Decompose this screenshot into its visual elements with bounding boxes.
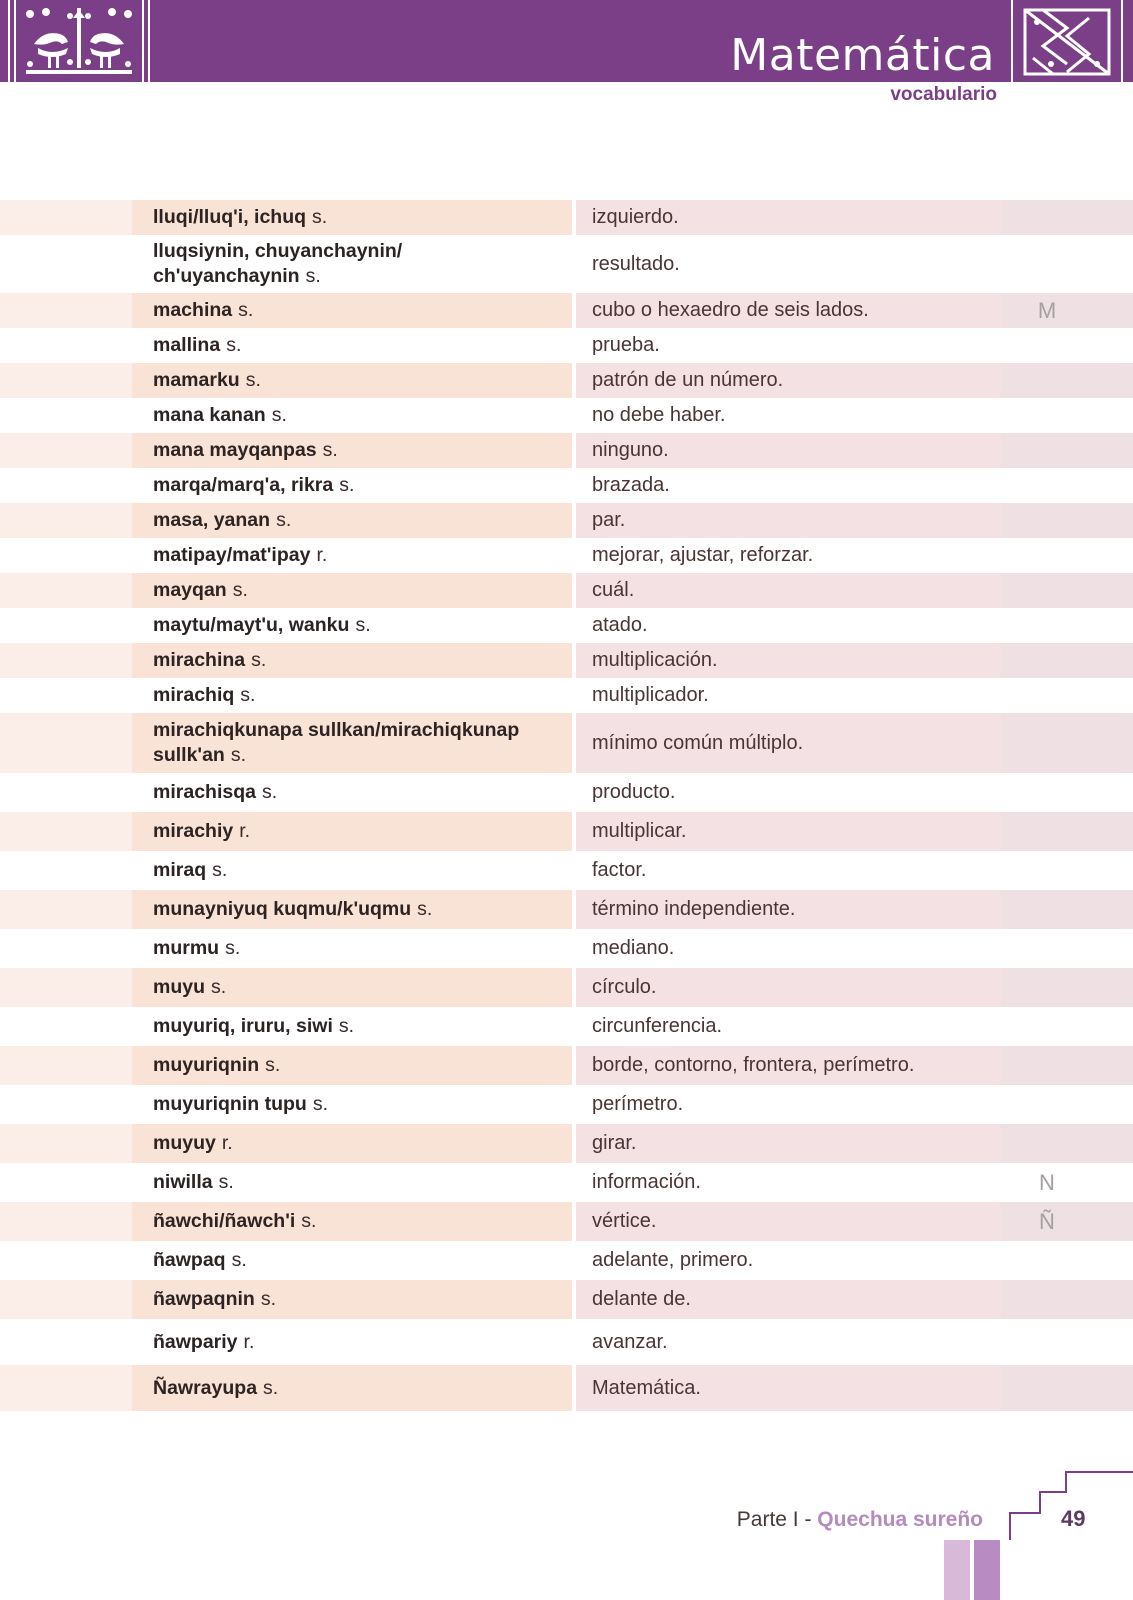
vocab-row bbox=[0, 363, 1133, 398]
term-text bbox=[153, 683, 255, 708]
row-margin bbox=[0, 1085, 132, 1124]
section-letter bbox=[1001, 890, 1133, 929]
vocab-row bbox=[0, 1280, 1133, 1319]
definition-cell: adelante, primero. bbox=[592, 1249, 754, 1271]
term-cell bbox=[132, 773, 572, 812]
vocab-row bbox=[0, 200, 1133, 235]
footer-part: Parte I - bbox=[736, 1508, 818, 1531]
grammar-tag: s. bbox=[211, 976, 227, 998]
term-cell bbox=[132, 398, 572, 433]
definition-cell: mínimo común múltiplo. bbox=[576, 713, 1001, 773]
section-letter bbox=[1001, 1046, 1133, 1085]
vocab-row bbox=[0, 433, 1133, 468]
term-cell bbox=[132, 713, 572, 773]
term-word: ñawchi/ñawch'i bbox=[153, 1210, 296, 1232]
grammar-tag: s. bbox=[225, 937, 241, 959]
grammar-tag: r. bbox=[221, 1132, 233, 1154]
term-text bbox=[153, 1092, 328, 1117]
vocab-row bbox=[0, 235, 1133, 293]
row-margin bbox=[0, 608, 132, 643]
row-margin bbox=[0, 1241, 132, 1280]
term-word: muyuriq, iruru, siwi bbox=[153, 1015, 333, 1037]
vocab-row bbox=[0, 643, 1133, 678]
term-text bbox=[153, 1287, 276, 1312]
section-letter bbox=[1001, 1280, 1133, 1319]
definition-cell: brazada. bbox=[592, 474, 670, 496]
term-cell bbox=[132, 293, 572, 328]
term-cell bbox=[132, 929, 572, 968]
term-word: mirachiqkunapa sullkan/mirachiqkunap sullk'an bbox=[153, 719, 520, 766]
vocab-row bbox=[0, 1124, 1133, 1163]
term-text bbox=[153, 1014, 354, 1039]
vocab-row bbox=[0, 851, 1133, 890]
grammar-tag: s. bbox=[212, 859, 228, 881]
term-word: matipay/mat'ipay bbox=[153, 544, 311, 566]
grammar-tag: s. bbox=[417, 898, 433, 920]
term-text bbox=[153, 1330, 254, 1355]
term-word: mamarku bbox=[153, 369, 240, 391]
definition-cell: cubo o hexaedro de seis lados. bbox=[576, 293, 1001, 328]
grammar-tag: s. bbox=[226, 334, 242, 356]
term-word: mirachina bbox=[153, 649, 246, 671]
term-cell bbox=[132, 1241, 572, 1280]
term-text bbox=[153, 648, 266, 673]
section-letter bbox=[1001, 1085, 1133, 1124]
row-margin bbox=[0, 1365, 132, 1411]
footer-language: Quechua sureño bbox=[817, 1508, 983, 1531]
term-text bbox=[153, 403, 287, 428]
grammar-tag: r. bbox=[239, 820, 251, 842]
term-text bbox=[153, 819, 250, 844]
footer-part-label bbox=[737, 1508, 983, 1532]
row-margin bbox=[0, 1007, 132, 1046]
grammar-tag: s. bbox=[339, 474, 355, 496]
definition-cell: vértice. bbox=[576, 1202, 1001, 1241]
vocab-row bbox=[0, 968, 1133, 1007]
section-letter bbox=[1001, 200, 1133, 235]
definition-cell: par. bbox=[576, 503, 1001, 538]
section-letter bbox=[1001, 812, 1133, 851]
page-title: Matemática bbox=[730, 30, 995, 81]
term-text bbox=[153, 1209, 316, 1234]
definition-cell: multiplicación. bbox=[576, 643, 1001, 678]
section-letter bbox=[1001, 678, 1133, 713]
term-word: mirachisqa bbox=[153, 781, 256, 803]
term-cell bbox=[132, 851, 572, 890]
term-cell bbox=[132, 1046, 572, 1085]
row-margin bbox=[0, 1280, 132, 1319]
grammar-tag: s. bbox=[261, 781, 278, 803]
term-text bbox=[153, 780, 277, 805]
vocab-row bbox=[0, 773, 1133, 812]
grammar-tag: s. bbox=[231, 1249, 247, 1271]
vocabulary-table bbox=[0, 200, 1133, 1411]
vocab-row bbox=[0, 1202, 1133, 1241]
term-cell bbox=[132, 200, 572, 235]
row-margin bbox=[0, 773, 132, 812]
vocab-row bbox=[0, 1319, 1133, 1365]
row-margin bbox=[0, 573, 132, 608]
row-margin bbox=[0, 713, 132, 773]
vocab-row bbox=[0, 328, 1133, 363]
grammar-tag: s. bbox=[240, 684, 256, 706]
vocab-row bbox=[0, 713, 1133, 773]
term-text bbox=[153, 368, 261, 393]
grammar-tag: s. bbox=[263, 1376, 279, 1399]
term-word: miraq bbox=[153, 859, 207, 881]
definition-cell: delante de. bbox=[576, 1280, 1001, 1319]
row-margin bbox=[0, 363, 132, 398]
vocab-row bbox=[0, 1163, 1133, 1202]
term-word: munayniyuq kuqmu/k'uqmu bbox=[153, 898, 412, 920]
term-text bbox=[153, 239, 562, 289]
term-cell bbox=[132, 1202, 572, 1241]
definition-cell: Matemática. bbox=[576, 1365, 1001, 1411]
definition-cell: cuál. bbox=[576, 573, 1001, 608]
term-cell bbox=[132, 678, 572, 713]
definition-cell: circunferencia. bbox=[592, 1015, 723, 1037]
row-margin bbox=[0, 538, 132, 573]
term-text bbox=[153, 1248, 247, 1273]
definition-cell: mejorar, ajustar, reforzar. bbox=[592, 544, 814, 566]
header-logo-left bbox=[0, 0, 160, 82]
definition-cell: producto. bbox=[592, 781, 676, 803]
row-margin bbox=[0, 1202, 132, 1241]
grammar-tag: s. bbox=[251, 649, 267, 671]
term-text bbox=[153, 298, 253, 323]
definition-cell: círculo. bbox=[576, 968, 1001, 1007]
definition-cell: ninguno. bbox=[576, 433, 1001, 468]
section-letter bbox=[1001, 1365, 1133, 1411]
vocab-row bbox=[0, 1085, 1133, 1124]
definition-cell: resultado. bbox=[592, 252, 680, 275]
section-letter bbox=[1001, 433, 1133, 468]
term-cell bbox=[132, 235, 572, 293]
term-word: ñawpariy bbox=[153, 1330, 238, 1353]
term-cell bbox=[132, 1365, 572, 1411]
section-letter: N bbox=[1039, 1169, 1055, 1195]
row-margin bbox=[0, 235, 132, 293]
term-word: muyuriqnin bbox=[153, 1054, 260, 1076]
header-logo-right bbox=[1011, 0, 1133, 82]
definition-cell: avanzar. bbox=[592, 1330, 668, 1353]
term-cell bbox=[132, 573, 572, 608]
vocab-row bbox=[0, 398, 1133, 433]
term-word: mallina bbox=[153, 334, 221, 356]
vocab-row bbox=[0, 293, 1133, 328]
row-margin bbox=[0, 1163, 132, 1202]
row-margin bbox=[0, 812, 132, 851]
term-word: muyuy bbox=[153, 1132, 216, 1154]
section-letter bbox=[1001, 363, 1133, 398]
term-text bbox=[153, 438, 338, 463]
term-cell bbox=[132, 328, 572, 363]
vocab-row bbox=[0, 1365, 1133, 1411]
term-text bbox=[153, 578, 248, 603]
grammar-tag: s. bbox=[312, 206, 328, 228]
row-margin bbox=[0, 503, 132, 538]
term-cell bbox=[132, 1319, 572, 1365]
definition-cell: borde, contorno, frontera, perímetro. bbox=[576, 1046, 1001, 1085]
vocab-row bbox=[0, 1241, 1133, 1280]
term-word: murmu bbox=[153, 937, 220, 959]
section-letter bbox=[1001, 468, 1133, 503]
grammar-tag: s. bbox=[260, 1288, 277, 1310]
grammar-tag: s. bbox=[301, 1210, 317, 1232]
vocab-row bbox=[0, 929, 1133, 968]
section-letter bbox=[1001, 713, 1133, 773]
grammar-tag: s. bbox=[355, 614, 371, 636]
row-margin bbox=[0, 1124, 132, 1163]
row-margin bbox=[0, 1046, 132, 1085]
term-word: marqa/marq'a, rikra bbox=[153, 474, 334, 496]
definition-cell: perímetro. bbox=[592, 1093, 684, 1115]
section-letter bbox=[1001, 235, 1133, 293]
grammar-tag: s. bbox=[312, 1093, 328, 1115]
definition-cell: multiplicador. bbox=[592, 684, 709, 706]
term-text bbox=[153, 508, 291, 533]
vocab-row bbox=[0, 503, 1133, 538]
term-word: lluqi/lluq'i, ichuq bbox=[153, 206, 307, 228]
section-letter bbox=[1001, 503, 1133, 538]
vocab-row bbox=[0, 468, 1133, 503]
term-cell bbox=[132, 968, 572, 1007]
term-text bbox=[153, 1376, 278, 1401]
term-text bbox=[153, 1053, 280, 1078]
footer-bar-dark bbox=[974, 1540, 1000, 1600]
definition-cell: girar. bbox=[576, 1124, 1001, 1163]
row-margin bbox=[0, 968, 132, 1007]
row-margin bbox=[0, 328, 132, 363]
section-letter bbox=[1001, 929, 1133, 968]
textile-birds-icon bbox=[20, 4, 138, 78]
vocab-row bbox=[0, 1046, 1133, 1085]
term-text bbox=[153, 473, 354, 498]
term-cell bbox=[132, 1085, 572, 1124]
term-cell bbox=[132, 538, 572, 573]
term-word: muyuriqnin tupu bbox=[153, 1093, 307, 1115]
definition-cell: mediano. bbox=[592, 937, 675, 959]
section-letter bbox=[1001, 643, 1133, 678]
vocab-row bbox=[0, 1007, 1133, 1046]
grammar-tag: r. bbox=[316, 544, 328, 566]
term-text bbox=[153, 205, 327, 230]
section-letter bbox=[1001, 538, 1133, 573]
grammar-tag: s. bbox=[338, 1015, 355, 1037]
term-cell bbox=[132, 890, 572, 929]
definition-cell: término independiente. bbox=[576, 890, 1001, 929]
section-letter: Ñ bbox=[1001, 1202, 1133, 1241]
grammar-tag: s. bbox=[271, 404, 287, 426]
row-margin bbox=[0, 851, 132, 890]
section-letter bbox=[1001, 1319, 1133, 1365]
grammar-tag: s. bbox=[245, 369, 261, 391]
section-letter bbox=[1001, 968, 1133, 1007]
vocab-row bbox=[0, 608, 1133, 643]
term-word: mayqan bbox=[153, 579, 227, 601]
section-letter bbox=[1001, 773, 1133, 812]
row-margin bbox=[0, 643, 132, 678]
page-subtitle: vocabulario bbox=[890, 84, 997, 105]
term-word: ñawpaq bbox=[153, 1249, 226, 1271]
vocab-row bbox=[0, 538, 1133, 573]
term-word: mirachiy bbox=[153, 820, 234, 842]
term-word: ñawpaqnin bbox=[153, 1288, 255, 1310]
term-cell bbox=[132, 503, 572, 538]
term-text bbox=[153, 975, 226, 1000]
section-letter bbox=[1001, 1007, 1133, 1046]
definition-cell: factor. bbox=[592, 859, 647, 881]
section-letter bbox=[1001, 328, 1133, 363]
definition-cell: atado. bbox=[592, 614, 648, 636]
section-letter bbox=[1001, 1241, 1133, 1280]
row-margin bbox=[0, 1319, 132, 1365]
definition-cell: multiplicar. bbox=[576, 812, 1001, 851]
vocab-row bbox=[0, 812, 1133, 851]
grammar-tag: s. bbox=[265, 1054, 281, 1076]
term-cell bbox=[132, 812, 572, 851]
definition-cell: prueba. bbox=[592, 334, 660, 356]
row-margin bbox=[0, 929, 132, 968]
term-word: lluqsiynin, chuyanchaynin/ ch'uyanchaynin bbox=[153, 240, 403, 287]
term-text bbox=[153, 613, 371, 638]
section-letter bbox=[1001, 573, 1133, 608]
term-cell bbox=[132, 433, 572, 468]
term-cell bbox=[132, 1007, 572, 1046]
grammar-tag: s. bbox=[218, 1171, 234, 1193]
term-cell bbox=[132, 608, 572, 643]
row-margin bbox=[0, 398, 132, 433]
grammar-tag: s. bbox=[305, 265, 321, 287]
textile-pattern-icon bbox=[1023, 8, 1111, 76]
term-text bbox=[153, 1170, 234, 1195]
term-word: muyu bbox=[153, 976, 206, 998]
term-word: masa, yanan bbox=[153, 509, 271, 531]
term-word: mana kanan bbox=[153, 404, 266, 426]
term-text bbox=[153, 1131, 233, 1156]
term-cell bbox=[132, 468, 572, 503]
term-text bbox=[153, 897, 432, 922]
row-margin bbox=[0, 200, 132, 235]
grammar-tag: s. bbox=[232, 579, 248, 601]
term-word: maytu/mayt'u, wanku bbox=[153, 614, 350, 636]
section-letter bbox=[1001, 398, 1133, 433]
row-margin bbox=[0, 433, 132, 468]
term-text bbox=[153, 936, 240, 961]
section-letter bbox=[1001, 608, 1133, 643]
vocab-row bbox=[0, 678, 1133, 713]
term-text bbox=[153, 858, 227, 883]
footer-bar-light bbox=[944, 1540, 970, 1600]
term-cell bbox=[132, 643, 572, 678]
vocab-row bbox=[0, 573, 1133, 608]
row-margin bbox=[0, 890, 132, 929]
definition-cell: patrón de un número. bbox=[576, 363, 1001, 398]
definition-cell: no debe haber. bbox=[592, 404, 726, 426]
row-margin bbox=[0, 293, 132, 328]
term-word: mana mayqanpas bbox=[153, 439, 317, 461]
term-word: Ñawrayupa bbox=[153, 1376, 258, 1399]
section-letter: M bbox=[1001, 293, 1133, 328]
term-cell bbox=[132, 363, 572, 398]
term-cell bbox=[132, 1124, 572, 1163]
term-word: niwilla bbox=[153, 1171, 213, 1193]
term-text bbox=[153, 718, 562, 768]
term-word: machina bbox=[153, 299, 233, 321]
grammar-tag: r. bbox=[243, 1330, 255, 1353]
grammar-tag: s. bbox=[276, 509, 292, 531]
term-text bbox=[153, 543, 327, 568]
definition-cell: información. bbox=[592, 1171, 701, 1193]
row-margin bbox=[0, 468, 132, 503]
term-cell bbox=[132, 1163, 572, 1202]
grammar-tag: s. bbox=[238, 299, 254, 321]
page-number: 49 bbox=[1061, 1506, 1086, 1531]
section-letter bbox=[1001, 1124, 1133, 1163]
row-margin bbox=[0, 678, 132, 713]
definition-cell: izquierdo. bbox=[576, 200, 1001, 235]
grammar-tag: s. bbox=[230, 744, 247, 766]
section-letter bbox=[1001, 851, 1133, 890]
vocab-row bbox=[0, 890, 1133, 929]
grammar-tag: s. bbox=[322, 439, 338, 461]
term-word: mirachiq bbox=[153, 684, 235, 706]
term-cell bbox=[132, 1280, 572, 1319]
term-text bbox=[153, 333, 241, 358]
